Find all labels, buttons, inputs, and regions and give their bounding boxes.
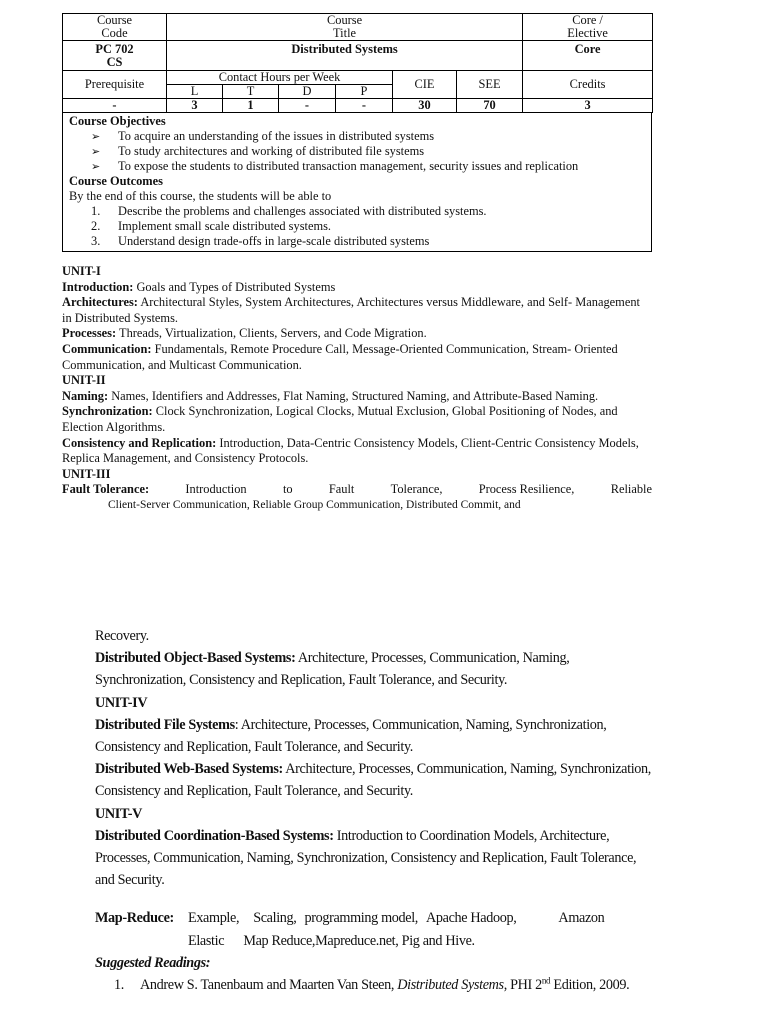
topic-architectures: Architectures: Architectural Styles, System Architectures, Architectures versus Middleware, and Self- Management in Distributed Systems. — [62, 295, 640, 325]
credits-label: Credits — [523, 71, 653, 99]
header-core-elective: Core / Elective — [523, 14, 653, 41]
objectives-list — [69, 129, 645, 174]
hour-col-t: T — [223, 85, 279, 99]
syllabus-page-bottom — [95, 625, 655, 996]
outcomes-intro: By the end of this course, the students will be able to — [69, 189, 332, 203]
contact-hours-label: Contact Hours per Week — [167, 71, 393, 85]
unit-2-heading: UNIT-II — [62, 373, 106, 388]
credits-value: 3 — [523, 99, 653, 113]
cie-label: CIE — [393, 71, 457, 99]
topic-introduction: Introduction: Goals and Types of Distributed Systems — [62, 279, 336, 294]
prerequisite-label: Prerequisite — [63, 71, 167, 99]
topic-object-based-systems: Distributed Object-Based Systems: Architecture, Processes, Communication, Naming, Synchronization, Consistency and Replication, Fault Tolerance, and Security. — [95, 650, 570, 689]
list-item: ➢ To expose the students to distributed transaction management, security issues and replication — [91, 159, 579, 173]
hours-l-value: 3 — [167, 99, 223, 113]
objectives-heading: Course Objectives — [69, 114, 166, 128]
fault-tolerance-continued: Client-Server Communication, Reliable Group Communication, Distributed Commit, and — [108, 498, 521, 511]
hour-col-l: L — [167, 85, 223, 99]
see-value: 70 — [457, 99, 523, 113]
unit-4-heading: UNIT-IV — [95, 694, 148, 711]
see-label: SEE — [457, 71, 523, 99]
hours-p-value: - — [336, 99, 393, 113]
objectives-outcomes-box — [62, 113, 652, 252]
topic-file-systems: Distributed File Systems: Architecture, Processes, Communication, Naming, Synchronization, Consistency and Replication, Fault Tolerance, and Security. — [95, 716, 607, 756]
topic-coordination-based-systems: Distributed Coordination-Based Systems: Introduction to Coordination Models, Architecture, Processes, Communication, Naming, Synchronization, Consistency and Replication, Fault Tolerance, and Security. — [95, 827, 637, 889]
header-course-title: Course Title — [167, 14, 523, 41]
recovery-text: Recovery. — [95, 628, 149, 644]
course-type: Core — [523, 41, 653, 71]
topic-processes: Processes: Threads, Virtualization, Clients, Servers, and Code Migration. — [62, 326, 427, 341]
hours-t-value: 1 — [223, 99, 279, 113]
header-course-code: Course Code — [63, 14, 167, 41]
unit-1-heading: UNIT-I — [62, 264, 101, 278]
list-item: ➢ To acquire an understanding of the issues in distributed systems — [91, 129, 435, 143]
course-code: PC 702 CS — [63, 41, 167, 71]
topic-map-reduce: Map-Reduce: Example, Scaling, programming model, Apache Hadoop, Amazon Elastic Map Reduce,Mapreduce.net, Pig and Hive. — [95, 910, 605, 949]
list-item: 3. Understand design trade-offs in large-scale distributed systems — [91, 234, 430, 248]
units-section — [62, 264, 652, 514]
list-item: 2. Implement small scale distributed systems. — [91, 219, 332, 233]
arrow-bullet-icon: ➢ — [91, 160, 101, 173]
suggested-readings-heading: Suggested Readings: — [95, 954, 211, 971]
hours-d-value: - — [279, 99, 336, 113]
outcomes-heading: Course Outcomes — [69, 174, 163, 188]
unit-3-heading: UNIT-III — [62, 466, 111, 481]
topic-consistency: Consistency and Replication: Introduction, Data-Centric Consistency Models, Client-Centric Consistency Models, Replica Management, and Consistency Protocols. — [62, 435, 639, 466]
outcomes-list — [69, 204, 645, 249]
hour-col-p: P — [336, 85, 393, 99]
topic-naming: Naming: Names, Identifiers and Addresses, Flat Naming, Structured Naming, and Attribute-Based Naming. Synchronization: Clock Synchronization, Logical Clocks, Mutual Exclusion, Global Positioning of Nodes, and Election Algorithms. — [62, 388, 618, 434]
unit-5-heading: UNIT-V — [95, 805, 143, 822]
list-item: 1. Describe the problems and challenges associated with distributed systems. — [91, 204, 487, 218]
topic-communication: Communication: Fundamentals, Remote Procedure Call, Message-Oriented Communication, Stream- Oriented Communication, and Multicast Communication. — [62, 341, 618, 372]
hour-col-d: D — [279, 85, 336, 99]
arrow-bullet-icon: ➢ — [91, 145, 101, 158]
topic-fault-tolerance: Fault Tolerance: Introduction to Fault Tolerance, Process Resilience, Reliable — [62, 482, 652, 497]
prerequisite-value: - — [63, 99, 167, 113]
arrow-bullet-icon: ➢ — [91, 130, 101, 143]
reference-item: 1. Andrew S. Tanenbaum and Maarten Van Steen, Distributed Systems, PHI 2nd Edition, 2009. — [114, 975, 630, 994]
topic-web-based-systems: Distributed Web-Based Systems: Architecture, Processes, Communication, Naming, Synchronization, Consistency and Replication, Fault Tolerance, and Security. — [95, 761, 651, 800]
cie-value: 30 — [393, 99, 457, 113]
syllabus-page-top — [62, 13, 652, 514]
list-item: ➢ To study architectures and working of distributed file systems — [91, 144, 425, 158]
course-info-table — [62, 13, 653, 113]
course-title: Distributed Systems — [167, 41, 523, 71]
